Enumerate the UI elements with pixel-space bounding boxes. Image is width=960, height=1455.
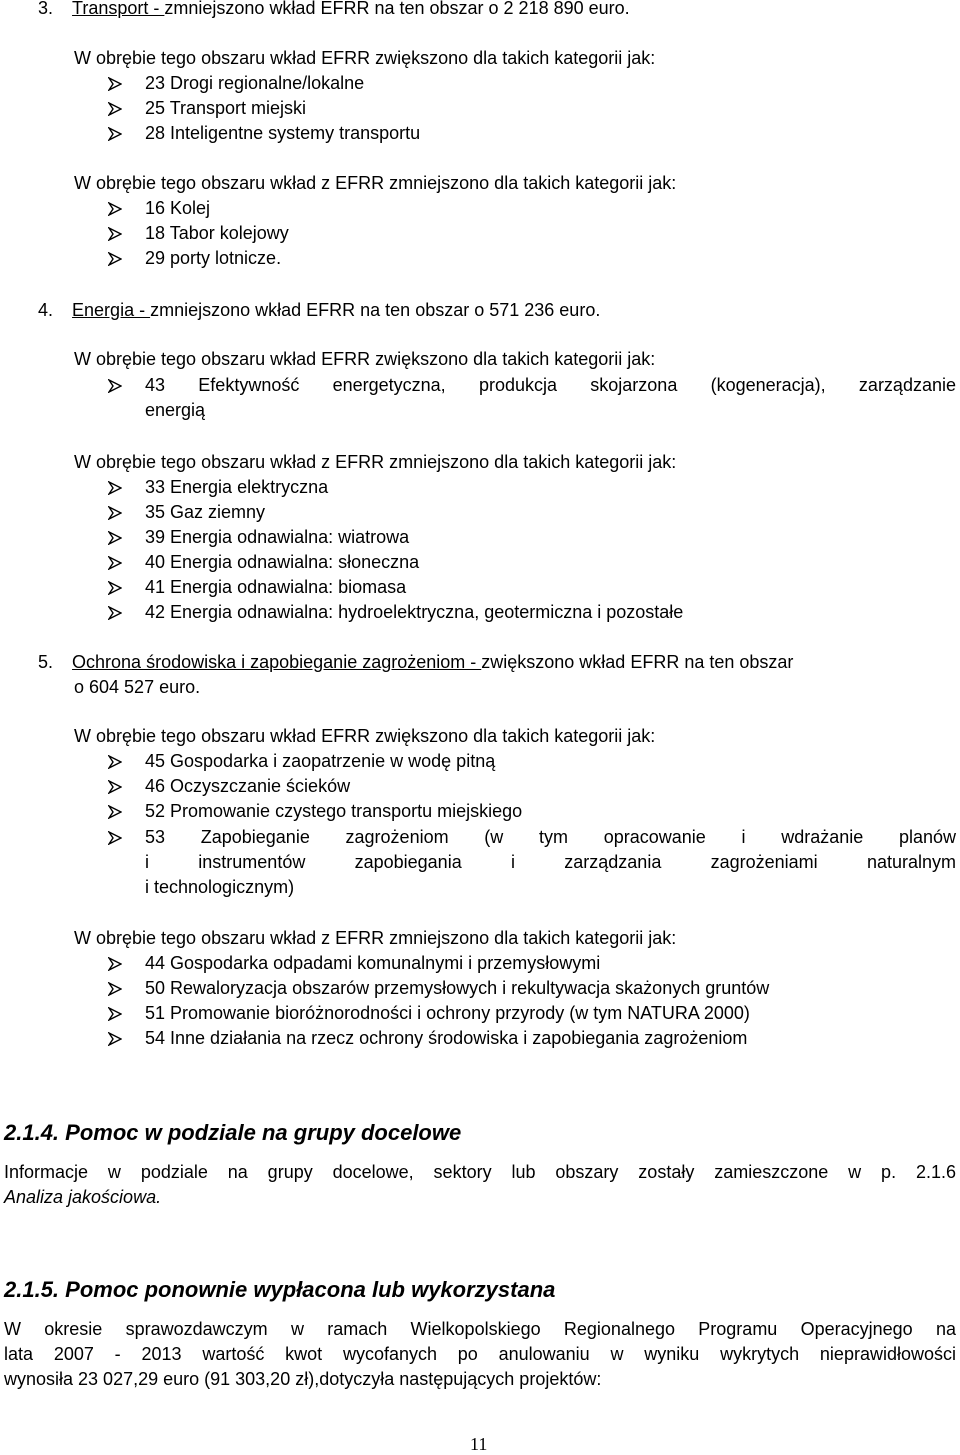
arrowhead-bullet-icon <box>108 506 122 520</box>
paragraph-line: wynosiła 23 027,29 euro (91 303,20 zł),dotyczyła następujących projektów: <box>4 1369 602 1389</box>
arrowhead-bullet-icon <box>108 982 122 996</box>
list-item-continuation: energią <box>145 400 206 420</box>
list-item: 53 Zapobieganie zagrożeniom (w tym opracowanie i wdrażanie planów <box>145 827 956 847</box>
list-item-continuation: i instrumentów zapobiegania i zarządzania zagrożeniami naturalnym <box>145 852 956 872</box>
list-item: 46 Oczyszczanie ścieków <box>145 776 351 796</box>
decrease-intro: W obrębie tego obszaru wkład z EFRR zmniejszono dla takich kategorii jak: <box>74 173 677 193</box>
list-item: 29 porty lotnicze. <box>145 248 282 268</box>
list-item: 50 Rewaloryzacja obszarów przemysłowych i rekultywacja skażonych gruntów <box>145 978 770 998</box>
arrowhead-bullet-icon <box>108 581 122 595</box>
arrowhead-bullet-icon <box>108 252 122 266</box>
list-item: 41 Energia odnawialna: biomasa <box>145 577 407 597</box>
list-item: 28 Inteligentne systemy transportu <box>145 123 421 143</box>
list-item: 42 Energia odnawialna: hydroelektryczna, geotermiczna i pozostałe <box>145 602 684 622</box>
paragraph-line: W okresie sprawozdawczym w ramach Wielkopolskiego Regionalnego Programu Operacyjnego na <box>4 1319 956 1339</box>
arrowhead-bullet-icon <box>108 531 122 545</box>
list-item: 45 Gospodarka i zaopatrzenie w wodę pitną <box>145 751 496 771</box>
list-item: 18 Tabor kolejowy <box>145 223 289 243</box>
arrowhead-bullet-icon <box>108 102 122 116</box>
section-4-heading <box>38 298 600 323</box>
section-3-link[interactable]: Transport - <box>72 0 165 18</box>
section-5-link[interactable]: Ochrona środowiska i zapobieganie zagrożeniom - <box>72 652 482 672</box>
list-item: 25 Transport miejski <box>145 98 307 118</box>
list-item: 16 Kolej <box>145 198 211 218</box>
arrowhead-bullet-icon <box>108 831 122 845</box>
section-4-link[interactable]: Energia - <box>72 300 151 320</box>
section-number: 5. <box>38 652 54 672</box>
arrowhead-bullet-icon <box>108 556 122 570</box>
section-4-summary: zmniejszono wkład EFRR na ten obszar o 571 236 euro. <box>150 300 601 320</box>
section-5-heading <box>38 650 960 675</box>
decrease-intro: W obrębie tego obszaru wkład z EFRR zmniejszono dla takich kategorii jak: <box>74 452 677 472</box>
list-item: 35 Gaz ziemny <box>145 502 266 522</box>
arrowhead-bullet-icon <box>108 379 122 393</box>
paragraph-line: Informacje w podziale na grupy docelowe, sektory lub obszary zostały zamieszczone w p. 2.1.6 <box>4 1162 956 1182</box>
arrowhead-bullet-icon <box>108 780 122 794</box>
section-3-summary: zmniejszono wkład EFRR na ten obszar o 2 218 890 euro. <box>164 0 630 18</box>
increase-intro: W obrębie tego obszaru wkład EFRR zwiększono dla takich kategorii jak: <box>74 349 656 369</box>
arrowhead-bullet-icon <box>108 755 122 769</box>
arrowhead-bullet-icon <box>108 77 122 91</box>
section-5-summary-continuation: o 604 527 euro. <box>74 677 201 697</box>
arrowhead-bullet-icon <box>108 202 122 216</box>
paragraph-line: lata 2007 - 2013 wartość kwot wycofanych po anulowaniu w wyniku wykrytych nieprawidłowości <box>4 1344 956 1364</box>
arrowhead-bullet-icon <box>108 127 122 141</box>
list-item: 23 Drogi regionalne/lokalne <box>145 73 365 93</box>
list-item: 43 Efektywność energetyczna, produkcja skojarzona (kogeneracja), zarządzanie <box>145 375 956 395</box>
subsection-2-1-5-title: 2.1.5. Pomoc ponownie wypłacona lub wykorzystana <box>4 1277 556 1302</box>
arrowhead-bullet-icon <box>108 481 122 495</box>
increase-intro: W obrębie tego obszaru wkład EFRR zwiększono dla takich kategorii jak: <box>74 48 656 68</box>
section-5-summary: zwiększono wkład EFRR na ten obszar <box>481 652 794 672</box>
page-number: 11 <box>470 1434 488 1454</box>
arrowhead-bullet-icon <box>108 227 122 241</box>
arrowhead-bullet-icon <box>108 805 122 819</box>
section-3-heading <box>38 0 630 21</box>
arrowhead-bullet-icon <box>108 1032 122 1046</box>
list-item: 40 Energia odnawialna: słoneczna <box>145 552 420 572</box>
increase-intro: W obrębie tego obszaru wkład EFRR zwiększono dla takich kategorii jak: <box>74 726 656 746</box>
section-number: 3. <box>38 0 54 18</box>
arrowhead-bullet-icon <box>108 606 122 620</box>
arrowhead-bullet-icon <box>108 957 122 971</box>
list-item: 52 Promowanie czystego transportu miejskiego <box>145 801 523 821</box>
decrease-intro: W obrębie tego obszaru wkład z EFRR zmniejszono dla takich kategorii jak: <box>74 928 677 948</box>
arrowhead-bullet-icon <box>108 1007 122 1021</box>
list-item: 54 Inne działania na rzecz ochrony środowiska i zapobiegania zagrożeniom <box>145 1028 748 1048</box>
list-item: 33 Energia elektryczna <box>145 477 329 497</box>
list-item: 51 Promowanie bioróżnorodności i ochrony przyrody (w tym NATURA 2000) <box>145 1003 750 1023</box>
list-item: 39 Energia odnawialna: wiatrowa <box>145 527 410 547</box>
section-number: 4. <box>38 300 54 320</box>
paragraph-line-italic: Analiza jakościowa. <box>4 1187 162 1207</box>
list-item: 44 Gospodarka odpadami komunalnymi i przemysłowymi <box>145 953 601 973</box>
list-item-continuation: i technologicznym) <box>145 877 295 897</box>
subsection-2-1-4-title: 2.1.4. Pomoc w podziale na grupy docelowe <box>4 1120 462 1145</box>
